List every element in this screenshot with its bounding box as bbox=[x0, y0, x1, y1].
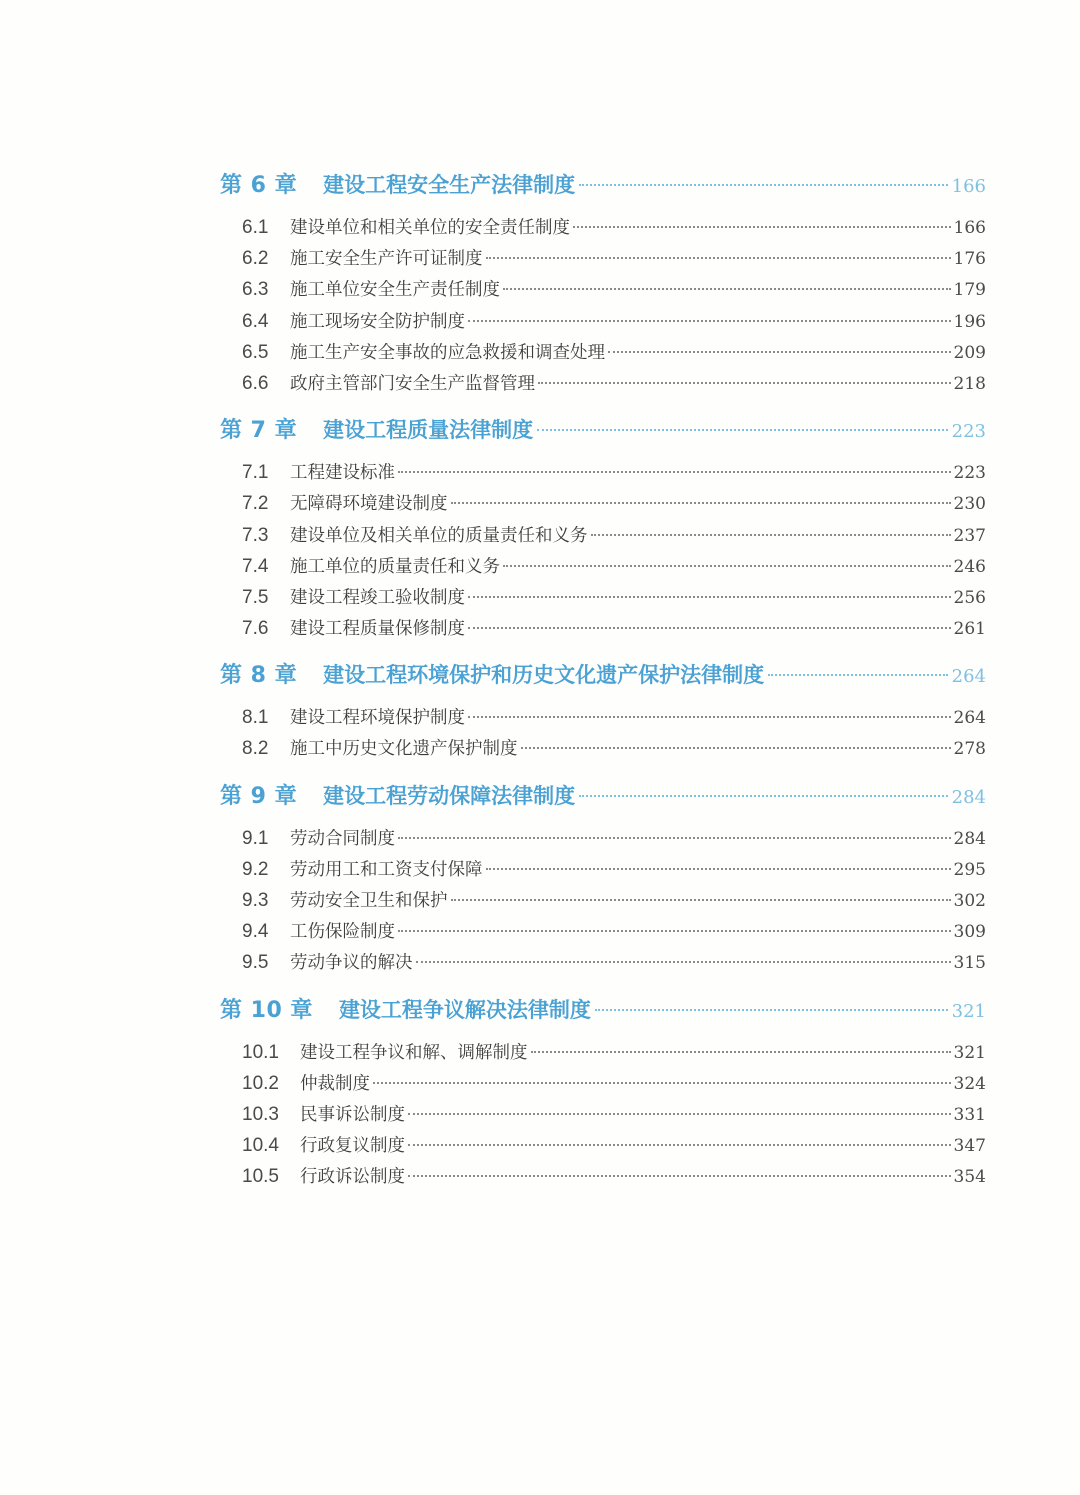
section-dot-leader bbox=[468, 596, 951, 598]
section-title: 施工单位的质量责任和义务 bbox=[290, 556, 500, 577]
chapter-page-number: 321 bbox=[951, 1000, 986, 1022]
section-entry[interactable] bbox=[242, 887, 986, 918]
section-number: 8.1 bbox=[242, 707, 269, 729]
section-page-number: 166 bbox=[953, 218, 986, 238]
section-page-number: 284 bbox=[953, 828, 986, 849]
section-number: 6.3 bbox=[242, 279, 269, 301]
section-entry[interactable] bbox=[242, 1132, 986, 1163]
chapter-dot-leader bbox=[579, 184, 948, 186]
section-entry[interactable] bbox=[242, 459, 986, 490]
chapter-number: 第 6 章 bbox=[220, 173, 298, 198]
chapter-number: 第 8 章 bbox=[220, 663, 298, 689]
section-dot-leader bbox=[591, 534, 951, 536]
section-dot-leader bbox=[531, 1051, 951, 1053]
section-page-number: 261 bbox=[953, 619, 986, 640]
section-page-number: 324 bbox=[953, 1073, 986, 1094]
section-list bbox=[220, 692, 986, 766]
section-number: 9.2 bbox=[242, 858, 269, 880]
section-number: 10.5 bbox=[242, 1166, 279, 1188]
section-page-number: 223 bbox=[953, 463, 986, 484]
chapter-title: 建设工程争议解决法律制度 bbox=[338, 997, 591, 1022]
section-dot-leader bbox=[486, 868, 951, 870]
section-title: 施工生产安全事故的应急救援和调查处理 bbox=[290, 342, 605, 363]
section-page-number: 302 bbox=[953, 891, 986, 911]
section-entry[interactable] bbox=[242, 1101, 986, 1132]
section-dot-leader bbox=[408, 1144, 951, 1146]
table-of-contents bbox=[220, 168, 986, 1195]
section-title: 仲裁制度 bbox=[300, 1073, 370, 1094]
chapter-heading[interactable] bbox=[220, 413, 986, 447]
section-entry[interactable] bbox=[242, 1070, 986, 1101]
chapter-title: 建设工程安全生产法律制度 bbox=[323, 173, 576, 197]
section-dot-leader bbox=[468, 716, 951, 718]
section-page-number: 354 bbox=[953, 1167, 986, 1188]
section-number: 10.3 bbox=[242, 1103, 279, 1125]
section-title: 行政诉讼制度 bbox=[300, 1167, 405, 1188]
section-title: 施工安全生产许可证制度 bbox=[290, 249, 483, 270]
chapter-title: 建设工程劳动保障法律制度 bbox=[323, 783, 576, 808]
section-entry[interactable] bbox=[242, 308, 986, 339]
section-entry[interactable] bbox=[242, 553, 986, 584]
section-number: 7.3 bbox=[242, 524, 269, 546]
chapter-heading[interactable] bbox=[220, 658, 986, 692]
section-page-number: 309 bbox=[953, 922, 986, 943]
section-number: 6.4 bbox=[242, 310, 269, 332]
chapter-heading[interactable] bbox=[220, 779, 986, 813]
section-entry[interactable] bbox=[242, 856, 986, 887]
section-number: 10.2 bbox=[242, 1072, 279, 1094]
section-title: 劳动安全卫生和保护 bbox=[290, 891, 448, 911]
section-title: 建设工程争议和解、调解制度 bbox=[300, 1042, 528, 1063]
section-dot-leader bbox=[503, 288, 951, 290]
section-page-number: 237 bbox=[953, 525, 986, 546]
section-entry[interactable] bbox=[242, 735, 986, 766]
section-title: 民事诉讼制度 bbox=[300, 1104, 405, 1125]
chapter-dot-leader bbox=[595, 1009, 948, 1011]
section-dot-leader bbox=[398, 471, 951, 473]
chapter-title: 建设工程质量法律制度 bbox=[323, 418, 534, 443]
section-page-number: 176 bbox=[953, 249, 986, 270]
section-title: 施工现场安全防护制度 bbox=[290, 311, 465, 332]
section-page-number: 321 bbox=[953, 1042, 986, 1063]
section-number: 7.1 bbox=[242, 462, 269, 484]
chapter-spacer bbox=[220, 646, 986, 658]
toc-chapter bbox=[220, 779, 986, 993]
section-dot-leader bbox=[538, 382, 951, 384]
chapter-title: 建设工程环境保护和历史文化遗产保护法律制度 bbox=[323, 663, 765, 688]
section-dot-leader bbox=[416, 961, 951, 963]
section-entry[interactable] bbox=[242, 1039, 986, 1070]
section-number: 7.4 bbox=[242, 555, 269, 577]
section-page-number: 218 bbox=[953, 373, 986, 394]
section-page-number: 196 bbox=[953, 311, 986, 332]
chapter-number: 第 10 章 bbox=[220, 997, 313, 1023]
section-title: 建设工程质量保修制度 bbox=[290, 619, 465, 640]
section-list bbox=[220, 1027, 986, 1195]
section-title: 建设工程竣工验收制度 bbox=[290, 587, 465, 608]
section-page-number: 264 bbox=[953, 708, 986, 729]
section-page-number: 295 bbox=[953, 859, 986, 880]
section-number: 6.1 bbox=[242, 217, 269, 238]
chapter-heading[interactable] bbox=[220, 993, 986, 1027]
section-page-number: 209 bbox=[953, 342, 986, 363]
section-number: 6.6 bbox=[242, 372, 269, 394]
section-entry[interactable] bbox=[242, 584, 986, 615]
toc-chapter bbox=[220, 658, 986, 778]
chapter-spacer bbox=[220, 767, 986, 779]
section-dot-leader bbox=[608, 351, 951, 353]
section-page-number: 256 bbox=[953, 587, 986, 608]
section-title: 劳动合同制度 bbox=[290, 828, 395, 849]
section-dot-leader bbox=[398, 837, 951, 839]
section-entry[interactable] bbox=[242, 214, 986, 245]
section-entry[interactable] bbox=[242, 522, 986, 553]
section-entry[interactable] bbox=[242, 339, 986, 370]
section-number: 7.5 bbox=[242, 586, 269, 608]
chapter-number: 第 7 章 bbox=[220, 418, 298, 444]
section-number: 6.2 bbox=[242, 248, 269, 270]
chapter-page-number: 264 bbox=[951, 666, 986, 688]
section-entry[interactable] bbox=[242, 490, 986, 521]
section-number: 9.4 bbox=[242, 921, 269, 943]
chapter-page-number: 284 bbox=[951, 786, 986, 808]
section-list bbox=[220, 202, 986, 401]
chapter-page-number: 223 bbox=[951, 421, 986, 443]
section-number: 7.2 bbox=[242, 493, 269, 515]
section-title: 工伤保险制度 bbox=[290, 922, 395, 943]
section-entry[interactable] bbox=[242, 276, 986, 307]
section-number: 10.1 bbox=[242, 1041, 279, 1063]
section-dot-leader bbox=[468, 627, 951, 629]
section-entry[interactable] bbox=[242, 949, 986, 980]
section-page-number: 179 bbox=[953, 280, 986, 301]
chapter-spacer bbox=[220, 401, 986, 413]
section-entry[interactable] bbox=[242, 918, 986, 949]
section-dot-leader bbox=[451, 502, 951, 504]
section-number: 8.2 bbox=[242, 738, 269, 760]
section-entry[interactable] bbox=[242, 370, 986, 401]
section-dot-leader bbox=[398, 930, 951, 932]
section-dot-leader bbox=[408, 1113, 951, 1115]
section-page-number: 230 bbox=[953, 494, 986, 515]
section-number: 9.5 bbox=[242, 952, 269, 974]
section-entry[interactable] bbox=[242, 704, 986, 735]
chapter-spacer bbox=[220, 981, 986, 993]
section-dot-leader bbox=[408, 1175, 951, 1177]
section-title: 建设单位和相关单位的安全责任制度 bbox=[290, 218, 570, 238]
section-number: 6.5 bbox=[242, 341, 269, 363]
section-page-number: 315 bbox=[953, 953, 986, 974]
section-title: 劳动争议的解决 bbox=[290, 953, 413, 974]
section-title: 劳动用工和工资支付保障 bbox=[290, 859, 483, 880]
section-dot-leader bbox=[373, 1082, 951, 1084]
section-entry[interactable] bbox=[242, 1163, 986, 1194]
toc-chapter bbox=[220, 413, 986, 658]
section-dot-leader bbox=[468, 320, 951, 322]
section-page-number: 331 bbox=[953, 1104, 986, 1125]
toc-chapter bbox=[220, 993, 986, 1195]
section-title: 无障碍环境建设制度 bbox=[290, 494, 448, 515]
section-dot-leader bbox=[521, 747, 951, 749]
section-title: 施工单位安全生产责任制度 bbox=[290, 280, 500, 301]
section-title: 政府主管部门安全生产监督管理 bbox=[290, 373, 535, 394]
section-dot-leader bbox=[486, 257, 951, 259]
section-entry[interactable] bbox=[242, 615, 986, 646]
chapter-heading[interactable] bbox=[220, 168, 986, 202]
section-dot-leader bbox=[503, 565, 951, 567]
section-title: 建设单位及相关单位的质量责任和义务 bbox=[290, 525, 588, 546]
section-title: 建设工程环境保护制度 bbox=[290, 708, 465, 729]
section-page-number: 278 bbox=[953, 739, 986, 760]
toc-chapter bbox=[220, 168, 986, 413]
section-title: 施工中历史文化遗产保护制度 bbox=[290, 739, 518, 760]
section-list bbox=[220, 447, 986, 646]
section-dot-leader bbox=[573, 226, 951, 228]
section-entry[interactable] bbox=[242, 825, 986, 856]
section-number: 10.4 bbox=[242, 1135, 279, 1157]
chapter-dot-leader bbox=[579, 795, 948, 797]
section-title: 行政复议制度 bbox=[300, 1136, 405, 1157]
section-number: 9.1 bbox=[242, 827, 269, 849]
chapter-page-number: 166 bbox=[951, 176, 986, 197]
chapter-number: 第 9 章 bbox=[220, 783, 298, 809]
chapter-dot-leader bbox=[768, 674, 948, 676]
section-dot-leader bbox=[451, 899, 951, 901]
section-page-number: 347 bbox=[953, 1136, 986, 1157]
section-number: 7.6 bbox=[242, 618, 269, 640]
section-number: 9.3 bbox=[242, 890, 269, 911]
section-list bbox=[220, 813, 986, 981]
section-title: 工程建设标准 bbox=[290, 463, 395, 484]
section-page-number: 246 bbox=[953, 556, 986, 577]
section-entry[interactable] bbox=[242, 245, 986, 276]
chapter-dot-leader bbox=[537, 429, 948, 431]
